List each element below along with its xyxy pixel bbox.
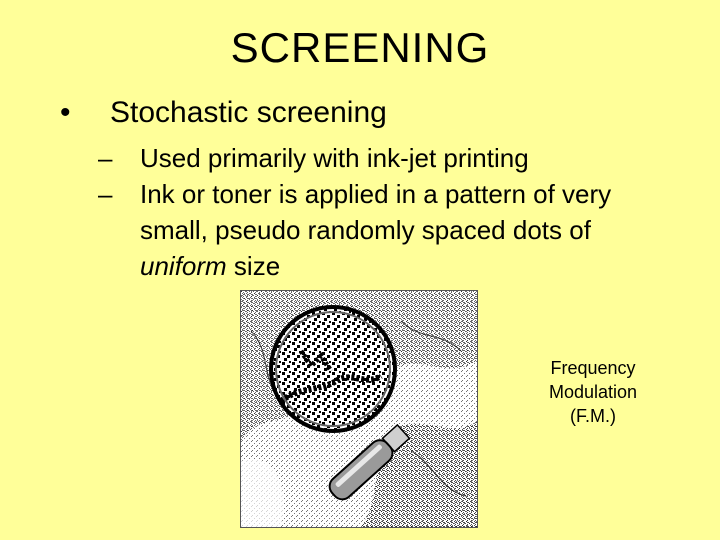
slide-title: SCREENING — [230, 24, 490, 71]
stochastic-screening-illustration — [240, 290, 478, 528]
caption-line: Frequency — [550, 358, 636, 378]
sub-bullet-text-start: Ink or toner is applied in a pattern of very small, pseudo randomly spaced dots of — [140, 179, 612, 245]
sub-bullet-text — [140, 176, 680, 284]
sub-bullet-marker: – — [98, 179, 113, 209]
sub-bullet-text-end: size — [226, 251, 281, 281]
emphasis-word: uniform — [140, 251, 227, 281]
sub-bullet-text: Used primarily with ink-jet printing — [140, 143, 529, 173]
caption-line: (F.M.) — [570, 406, 616, 426]
caption-line: Modulation — [548, 382, 638, 402]
caption — [528, 356, 658, 428]
sub-bullet-marker: – — [98, 143, 113, 173]
bullet-marker: • — [60, 96, 71, 129]
bullet-text: Stochastic screening — [110, 96, 387, 129]
magnifying-glass-icon — [241, 291, 477, 527]
